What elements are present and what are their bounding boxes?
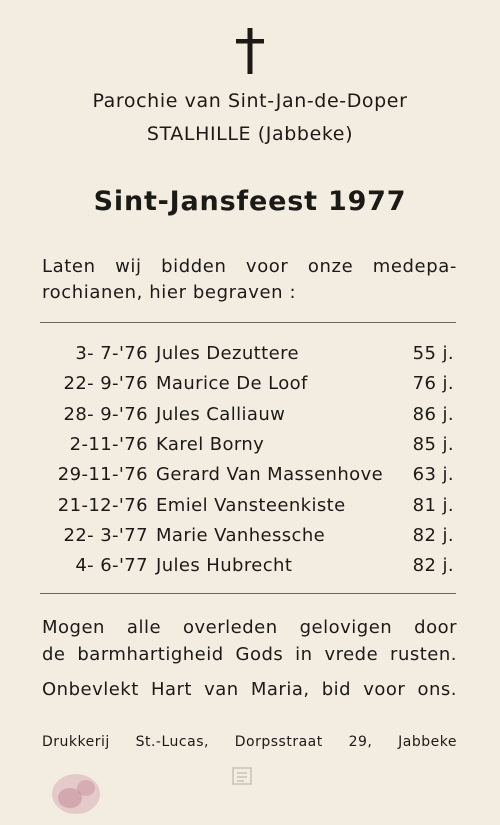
deceased-age: 81 j.: [412, 494, 454, 516]
ink-stain: [48, 768, 108, 818]
parish-name: Parochie van Sint-Jan-de-Doper: [92, 90, 408, 112]
deceased-name: Karel Borny: [156, 433, 265, 455]
deceased-name: Emiel Vansteenkiste: [156, 494, 346, 516]
printer-imprint: Drukkerij St.-Lucas, Dorpsstraat 29, Jabbeke: [42, 734, 457, 750]
deceased-row: [0, 343, 500, 369]
closing-prayer: Onbevlekt Hart van Maria, bid voor ons.: [42, 679, 457, 700]
deceased-name: Marie Vanhessche: [156, 524, 326, 546]
deceased-age: 85 j.: [412, 433, 454, 455]
deceased-age: 55 j.: [412, 343, 454, 364]
deceased-age: 82 j.: [412, 524, 454, 546]
deceased-row: [0, 495, 500, 521]
deceased-row: [0, 555, 500, 581]
deceased-date: 3- 7-'76: [75, 343, 148, 364]
deceased-date: 21-12-'76: [57, 494, 148, 516]
deceased-date: 22- 9-'76: [63, 373, 148, 395]
deceased-name: Gerard Van Massenhove: [156, 464, 384, 486]
deceased-date: 28- 9-'76: [63, 403, 148, 425]
divider-bottom: [40, 593, 456, 594]
intro-line-1: Laten wij bidden voor onze medepa-: [42, 256, 457, 277]
deceased-age: 63 j.: [412, 464, 454, 486]
page-title: Sint-Jansfeest 1977: [93, 186, 407, 217]
deceased-name: Jules Hubrecht: [156, 555, 293, 577]
deceased-date: 4- 6-'77: [75, 555, 148, 577]
deceased-row: [0, 404, 500, 430]
deceased-name: Maurice De Loof: [156, 373, 308, 395]
deceased-row: [0, 373, 500, 399]
cross-icon: [230, 26, 270, 76]
deceased-date: 29-11-'76: [57, 464, 148, 486]
deceased-date: 2-11-'76: [69, 433, 148, 455]
deceased-row: [0, 434, 500, 460]
closing-line-1: Mogen alle overleden gelovigen door: [42, 617, 457, 638]
closing-line-2: de barmhartigheid Gods in vrede rusten.: [42, 644, 457, 665]
deceased-row: [0, 525, 500, 551]
parish-place: STALHILLE (Jabbeke): [146, 123, 354, 145]
deceased-row: [0, 464, 500, 490]
divider-top: [40, 322, 456, 323]
deceased-age: 82 j.: [412, 555, 454, 577]
deceased-name: Jules Calliauw: [156, 403, 286, 425]
deceased-name: Jules Dezuttere: [156, 343, 299, 364]
deceased-age: 76 j.: [412, 373, 454, 395]
printer-logo-icon: [230, 765, 254, 787]
intro-line-2: rochianen, hier begraven :: [42, 282, 297, 303]
deceased-date: 22- 3-'77: [63, 524, 148, 546]
deceased-age: 86 j.: [412, 403, 454, 425]
